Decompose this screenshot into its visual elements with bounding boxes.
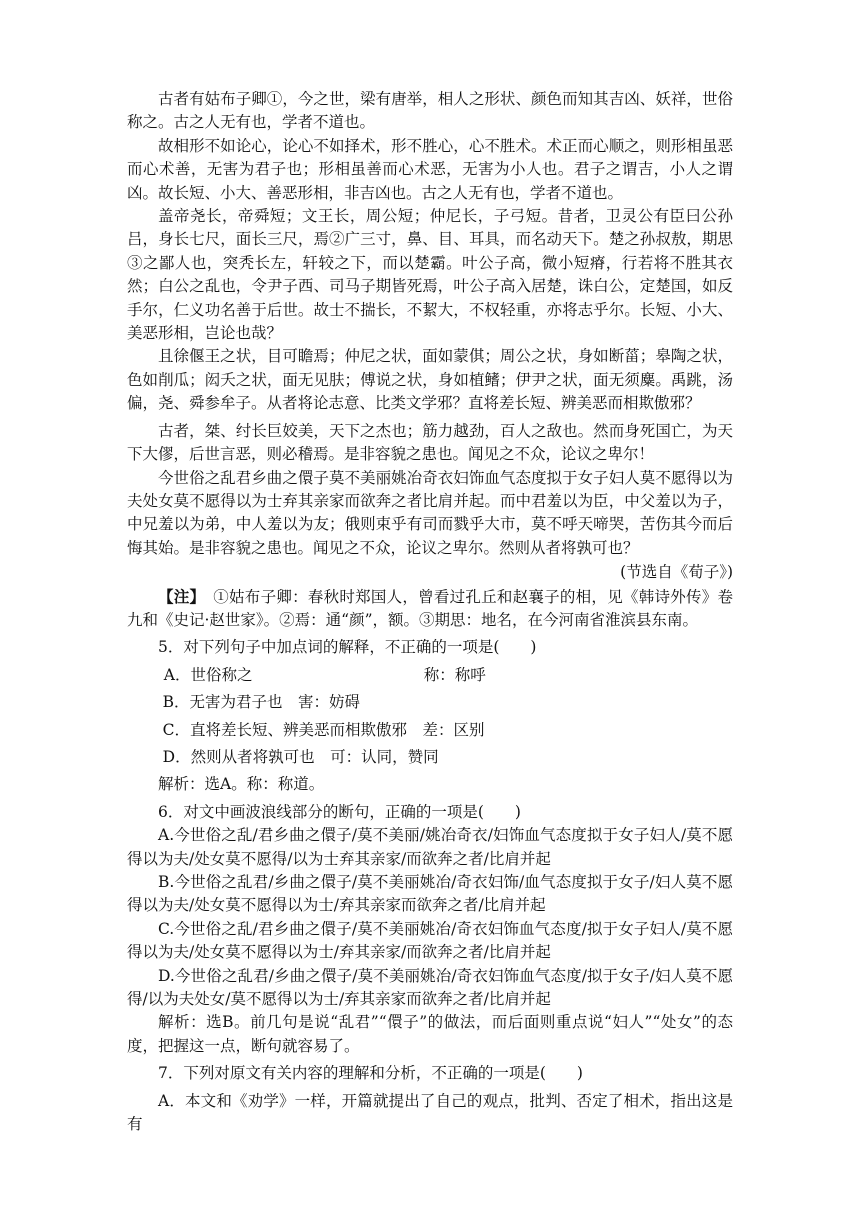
passage-paragraph-2: 故相形不如论心，论心不如择术，形不胜心，心不胜术。术正而心顺之，则形相虽恶而心术善，无害为君子也；形相虽善而心术恶，无害为小人也。君子之谓吉，小人之谓凶。故长短、小大、善恶形相，非吉凶也。古之人无有也，学者不道也。: [127, 136, 733, 202]
question-5-option-b: B．无害为君子也 害：妨碍: [162, 693, 361, 712]
passage-paragraph-1: 古者有姑布子卿①，今之世，梁有唐举，相人之形状、颜色而知其吉凶、妖祥，世俗称之。古之人无有也，学者不道也。: [127, 90, 733, 132]
question-7-stem: 7．下列对原文有关内容的理解和分析，不正确的一项是( ): [158, 1064, 583, 1083]
question-6-stem: 6．对文中画波浪线部分的断句，正确的一项是( ): [158, 802, 521, 821]
question-5-option-d: D．然则从者将孰可也 可：认同，赞同: [162, 747, 439, 766]
passage-source: (节选自《荀子》): [620, 563, 733, 582]
passage-paragraph-3: 盖帝尧长，帝舜短；文王长，周公短；仲尼长，子弓短。昔者，卫灵公有臣曰公孙吕，身长七尺，面长三尺，焉②广三寸，鼻、目、耳具，而名动天下。楚之孙叔敖，期思③之鄙人也，突秃长左，轩较之下，而以楚霸。叶公子高，微小短瘠，行若将不胜其衣然；白公之乱也，令尹子西、司马子期皆死焉，叶公子高入居楚，诛白公，定楚国，如反手尔，仁义功名善于后世。故士不揣长，不絜大，不权轻重，亦将志乎尔。长短、小大、美恶形相，岂论也哉？: [127, 207, 733, 343]
question-6-option-b: B.今世俗之乱君/乡曲之儇子/莫不美丽姚冶/奇衣妇饰/血气态度拟于女子/妇人莫不愿得以为夫/处女莫不愿得以为士/弃其亲家而欲奔之者/比肩并起: [127, 873, 733, 915]
question-5-option-a-sentence: A．世俗称之: [163, 665, 253, 684]
question-5-option-c: C．直将差长短、辨美恶而相欺傲邪 差：区别: [162, 720, 485, 739]
question-6-option-a: A.今世俗之乱/君乡曲之儇子/莫不美丽/姚冶奇衣/妇饰血气态度拟于女子妇人/莫不愿得以为夫/处女莫不愿得/以为士弃其亲家/而欲奔之者/比肩并起: [127, 826, 733, 868]
question-5-stem: 5．对下列句子中加点词的解释，不正确的一项是( ): [158, 638, 537, 657]
passage-paragraph-6: 今世俗之乱君乡曲之儇子莫不美丽姚冶奇衣妇饰血气态度拟于女子妇人莫不愿得以为夫处女莫不愿得以为士弃其亲家而欲奔之者比肩并起。而中君羞以为臣，中父羞以为子，中兄羞以为弟，中人羞以为友；俄则束乎有司而戮乎大市，莫不呼天啼哭，苦伤其今而后悔其始。是非容貌之患也。闻见之不众，论议之卑尔。然则从者将孰可也？: [127, 468, 733, 557]
document-page: [127, 88, 733, 1136]
notes-label: 【注】: [158, 586, 198, 606]
question-6-analysis: 解析：选B。前几句是说“乱君”“儇子”的做法，而后面则重点说“妇人”“处女”的态度，把握这一点，断句就容易了。: [127, 1013, 733, 1055]
question-5-option-a-gloss: 称：称呼: [423, 665, 486, 684]
question-6-option-d: D.今世俗之乱君/乡曲之儇子/莫不美丽姚冶/奇衣妇饰血气态度/拟于女子/妇人莫不愿得/以为夫处女/莫不愿得以为士/弃其亲家而欲奔之者/比肩并起: [127, 966, 733, 1009]
question-7-option-a: A．本文和《劝学》一样，开篇就提出了自己的观点，批判、否定了相术，指出这是有: [127, 1091, 733, 1134]
question-6-option-c: C.今世俗之乱/君乡曲之儇子/莫不美丽姚冶/奇衣妇饰血气态度/拟于女子妇人/莫不愿得以为夫/处女莫不愿得以为士/弃其亲家/而欲奔之者/比肩并起: [127, 919, 733, 962]
notes: [127, 585, 733, 633]
passage-paragraph-5: 古者，桀、纣长巨姣美，天下之杰也；筋力越劲，百人之敌也。然而身死国亡，为天下大僇，后世言恶，则必稽焉。是非容貌之患也。闻见之不众，论议之卑尔！: [127, 421, 733, 464]
passage-paragraph-4: 且徐偃王之状，目可瞻焉；仲尼之状，面如蒙倛；周公之状，身如断菑；皋陶之状，色如削瓜；闳夭之状，面无见肤；傅说之状，身如植鳍；伊尹之状，面无须麋。禹跳，汤偏，尧、舜参牟子。从者将论志意、比类文学邪？直将差长短、辨美恶而相欺傲邪？: [127, 347, 733, 413]
notes-text: ①姑布子卿：春秋时郑国人，曾看过孔丘和赵襄子的相，见《韩诗外传》卷九和《史记·赵世家》。②焉：通“颜”，额。③期思：地名，在今河南省淮滨县东南。: [127, 587, 733, 629]
question-5-analysis: 解析：选A。称：称道。: [158, 775, 325, 794]
question-5-option-a: [127, 664, 733, 687]
